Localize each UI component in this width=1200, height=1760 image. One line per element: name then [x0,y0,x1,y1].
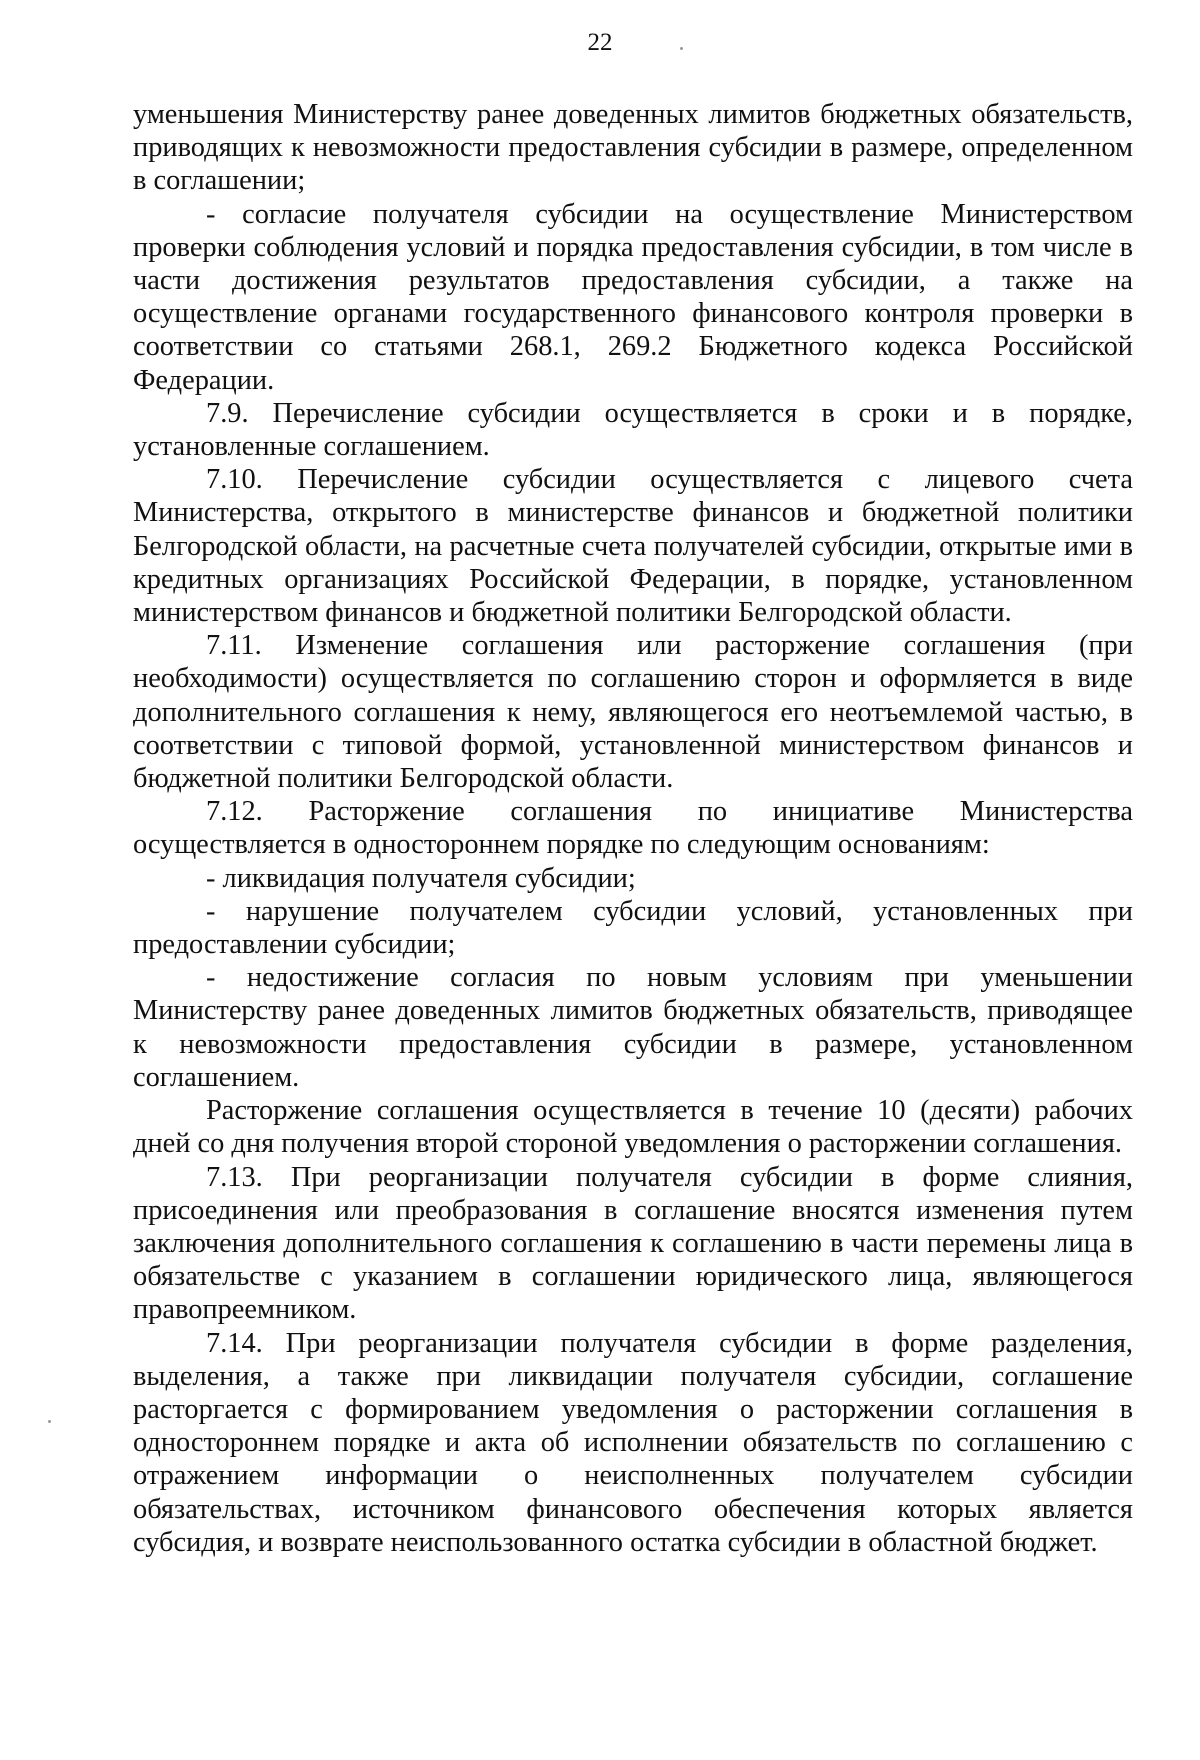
page-number: 22 [587,29,613,56]
scan-speck [48,1420,51,1423]
list-item-liquidation: - ликвидация получателя субсидии; [206,862,636,894]
list-item-no-agreement: - недостижение согласия по новым условиям при уменьшении Министерству ранее доведенных лимитов бюджетных обязательств, приводящее к невозможности предоставления субсидии в размере, установленном соглашением. [133,962,1133,1093]
scan-speck [680,47,683,50]
list-item-violation: - нарушение получателем субсидии условий, установленных при предоставлении субсидии; [133,895,1133,961]
paragraph-7-11: 7.11. Изменение соглашения или расторжение соглашения (при необходимости) осуществляется по соглашению сторон и оформляется в виде дополнительного соглашения к нему, являющегося его неотъемлемой частью, в соответствии с типовой формой, установленной министерством финансов и бюджетной политики Белгородской области. [133,630,1133,795]
paragraph-continuation: уменьшения Министерству ранее доведенных лимитов бюджетных обязательств, приводящих к невозможности предоставления субсидии в размере, определенном в соглашении; [133,99,1133,197]
paragraph-7-14: 7.14. При реорганизации получателя субсидии в форме разделения, выделения, а также при ликвидации получателя субсидии, соглашение расторгается с формированием уведомления о расторжении соглашения в одностороннем порядке и акта об исполнении обязательств по соглашению с отражением информации о неисполненных получателем субсидии обязательствах, источником финансового обеспечения которых является субсидия, и возврате неиспользованного остатка субсидии в областной бюджет. [133,1327,1133,1558]
paragraph-7-10: 7.10. Перечисление субсидии осуществляется с лицевого счета Министерства, открытого в министерстве финансов и бюджетной политики Белгородской области, на расчетные счета получателей субсидии, открытые ими в кредитных организациях Российской Федерации, в порядке, установленном министерством финансов и бюджетной политики Белгородской области. [133,464,1133,629]
paragraph-termination-period: Расторжение соглашения осуществляется в течение 10 (десяти) рабочих дней со дня получения второй стороной уведомления о расторжении соглашения. [133,1095,1133,1160]
paragraph-7-12: 7.12. Расторжение соглашения по инициативе Министерства осуществляется в одностороннем порядке по следующим основаниям: [133,796,1133,861]
paragraph-7-9: 7.9. Перечисление субсидии осуществляется в сроки и в порядке, установленные соглашением. [133,397,1133,463]
document-body [133,98,1133,1559]
paragraph-7-13: 7.13. При реорганизации получателя субсидии в форме слияния, присоединения или преобразования в соглашение вносятся изменения путем заключения дополнительного соглашения к соглашению в части перемены лица в обязательстве с указанием в соглашении юридического лица, являющегося правопреемником. [133,1161,1133,1326]
paragraph-consent: - согласие получателя субсидии на осуществление Министерством проверки соблюдения условий и порядка предоставления субсидии, в том числе в части достижения результатов предоставления субсидии, а также на осуществление органами государственного финансового контроля проверки в соответствии со статьями 268.1, 269.2 Бюджетного кодекса Российской Федерации. [133,198,1133,396]
